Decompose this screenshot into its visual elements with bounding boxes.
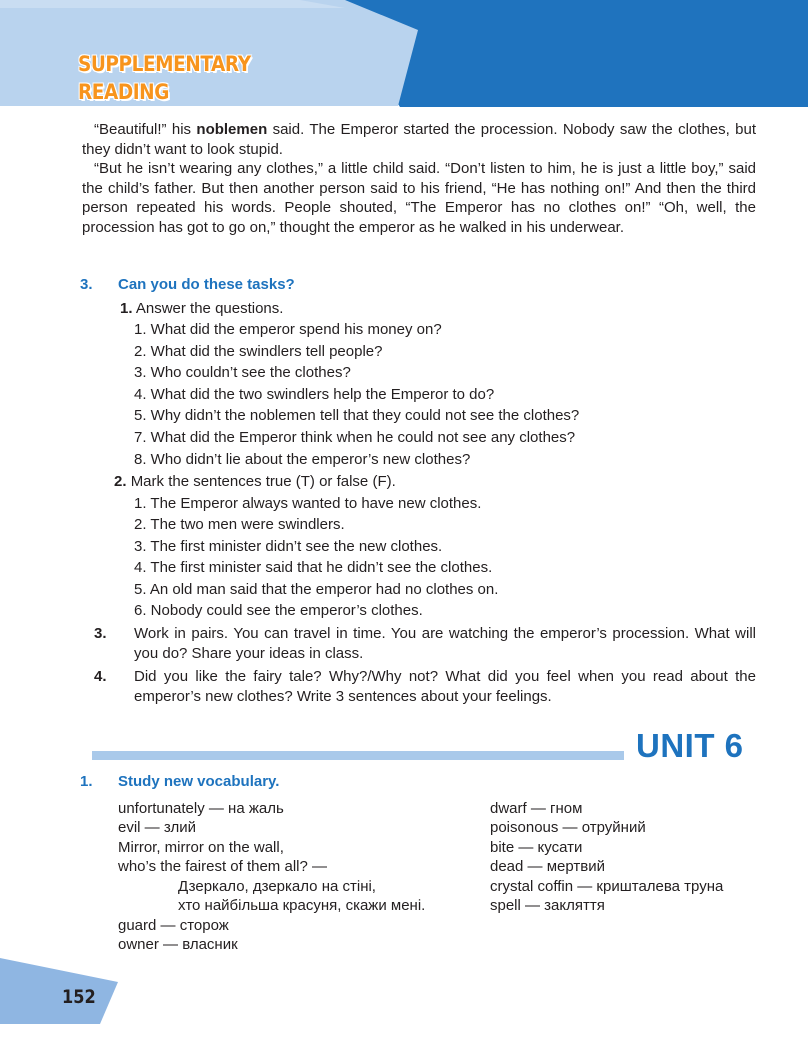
task-3 [94, 624, 756, 663]
vocab-entry: unfortunately — на жаль [118, 800, 284, 817]
task-number: 2. [114, 473, 127, 490]
unit-divider-bar [92, 751, 624, 760]
unit-title: UNIT 6 [636, 727, 744, 764]
true-false-item: 6. Nobody could see the emperor’s clothes. [134, 602, 423, 619]
section-heading-vocabulary [80, 773, 279, 790]
section-heading-text: Study new vocabulary. [118, 773, 280, 790]
vocab-entry: crystal coffin — кришталева труна [490, 878, 724, 895]
header-banner [0, 0, 808, 112]
vocab-translation: Дзеркало, дзеркало на стіні, [178, 878, 376, 895]
vocab-entry: guard — сторож [118, 917, 229, 934]
task-text: Did you like the fairy tale? Why?/Why not? What did you feel when you read about the emperor’s new clothes? Write 3 sentences about your feelings. [134, 668, 756, 705]
task-number: 1. [120, 300, 133, 317]
section-heading-text: Can you do these tasks? [118, 276, 295, 293]
question-item: 3. Who couldn’t see the clothes? [134, 364, 351, 381]
task-1-instruction [120, 299, 283, 318]
true-false-item: 1. The Emperor always wanted to have new clothes. [134, 495, 482, 512]
task-text: Work in pairs. You can travel in time. You are watching the emperor’s procession. What will you do? Share your ideas in class. [134, 625, 756, 662]
story-text: said. The Emperor started the procession. Nobody saw the clothes, but they didn’t want to look stupid. [82, 121, 757, 158]
task-4 [94, 667, 756, 706]
task-2-instruction [114, 472, 396, 491]
page-number: 152 [62, 986, 96, 1008]
true-false-item: 4. The first minister said that he didn’t see the clothes. [134, 559, 493, 576]
task-instruction-text: Answer the questions. [135, 300, 284, 317]
section-title [78, 50, 251, 106]
task-number: 4. [94, 668, 107, 685]
vocab-entry: owner — власник [118, 936, 238, 953]
vocab-entry: Mirror, mirror on the wall, [118, 839, 284, 856]
vocab-entry: spell — закляття [490, 897, 605, 914]
question-item: 8. Who didn’t lie about the emperor’s new clothes? [134, 451, 471, 468]
section-title-line1: SUPPLEMENTARY [78, 52, 251, 76]
story-paragraph-2: “But he isn’t wearing any clothes,” a little child said. “Don’t listen to him, he is just a little boy,” said the child’s father. But then another person said to his friend, “He has nothing on!” And then the third person repeated his words. People shouted, “The Emperor has no clothes on!” “Oh, well, the procession has got to go on,” thought the emperor as he walked in his underwear. [82, 160, 756, 236]
section-title-line2: READING [78, 80, 169, 104]
question-item: 1. What did the emperor spend his money on? [134, 321, 442, 338]
vocab-entry: dead — мертвий [490, 858, 605, 875]
task-instruction-text: Mark the sentences true (T) or false (F). [130, 473, 396, 490]
vocab-entry: evil — злий [118, 819, 197, 836]
task-number: 3. [94, 625, 107, 642]
question-item: 2. What did the swindlers tell people? [134, 343, 383, 360]
true-false-item: 5. An old man said that the emperor had no clothes on. [134, 581, 499, 598]
vocab-entry: bite — кусати [490, 839, 583, 856]
vocab-entry: dwarf — гном [490, 800, 583, 817]
vocab-entry: who’s the fairest of them all? — [118, 858, 327, 875]
story-text: “Beautiful!” his [94, 121, 197, 138]
question-item: 5. Why didn’t the noblemen tell that they could not see the clothes? [134, 407, 580, 424]
true-false-item: 3. The first minister didn’t see the new clothes. [134, 538, 443, 555]
section-heading-tasks [80, 276, 295, 293]
vocab-highlight: noblemen [196, 121, 268, 138]
question-item: 4. What did the two swindlers help the Emperor to do? [134, 386, 495, 403]
question-item: 7. What did the Emperor think when he could not see any clothes? [134, 429, 576, 446]
vocab-entry: poisonous — отруйний [490, 819, 646, 836]
vocab-translation: хто найбільша красуня, скажи мені. [178, 897, 426, 914]
section-number: 1. [80, 773, 93, 790]
true-false-item: 2. The two men were swindlers. [134, 516, 345, 533]
section-number: 3. [80, 276, 93, 293]
story-paragraph-1 [82, 120, 756, 159]
